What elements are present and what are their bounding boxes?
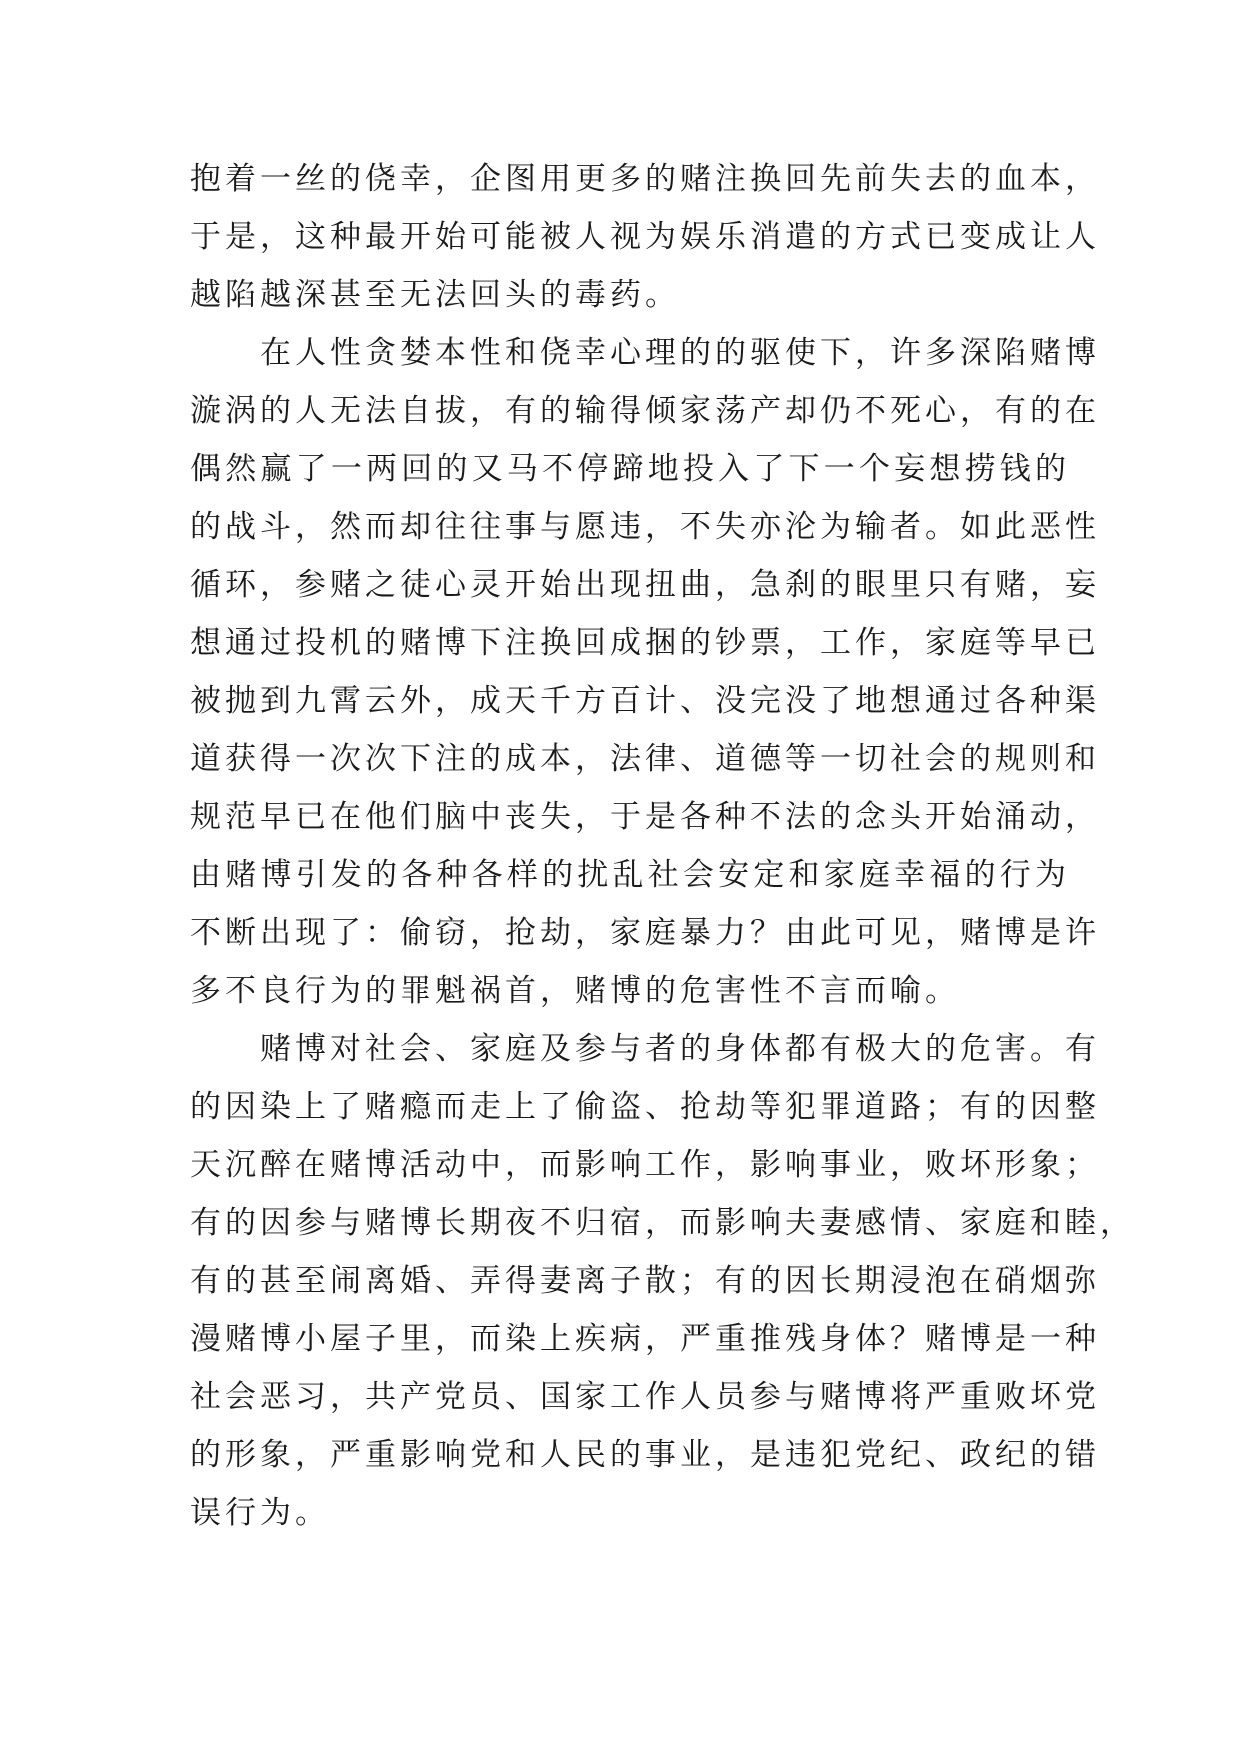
- text-line: 于是，这种最开始可能被人视为娱乐消遣的方式已变成让人: [190, 219, 1100, 255]
- text-line: 有的甚至闹离婚、弄得妻离子散；有的因长期浸泡在硝烟弥: [190, 1263, 1100, 1299]
- text-line: 被抛到九霄云外，成天千方百计、没完没了地想通过各种渠: [190, 683, 1100, 719]
- paragraph-2: [190, 324, 1100, 1020]
- text-line: 想通过投机的赌博下注换回成捆的钞票，工作，家庭等早已: [190, 625, 1100, 661]
- text-line: 的形象，严重影响党和人民的事业，是违犯党纪、政纪的错: [190, 1437, 1100, 1473]
- paragraph-3: [190, 1020, 1135, 1542]
- text-line: 的战斗，然而却往往事与愿违，不失亦沦为输者。如此恶性: [190, 509, 1100, 545]
- text-line: 误行为。: [190, 1495, 330, 1531]
- text-line: 多不良行为的罪魁祸首，赌博的危害性不言而喻。: [190, 973, 960, 1009]
- text-line: 道获得一次次下注的成本，法律、道德等一切社会的规则和: [190, 741, 1100, 777]
- text-line: 天沉醉在赌博活动中，而影响工作，影响事业，败坏形象；: [190, 1147, 1100, 1183]
- document-body: [190, 150, 1135, 1542]
- text-line: 偶然赢了一两回的又马不停蹄地投入了下一个妄想捞钱的: [190, 451, 1070, 487]
- text-line: 由赌博引发的各种各样的扰乱社会安定和家庭幸福的行为: [190, 857, 1070, 893]
- text-line: 抱着一丝的侥幸，企图用更多的赌注换回先前失去的血本，: [190, 161, 1100, 197]
- text-line: 社会恶习，共产党员、国家工作人员参与赌博将严重败坏党: [190, 1379, 1100, 1415]
- text-line: 越陷越深甚至无法回头的毒药。: [190, 277, 680, 313]
- text-line: 循环，参赌之徒心灵开始出现扭曲，急刹的眼里只有赌，妄: [190, 567, 1100, 603]
- text-line: 有的因参与赌博长期夜不归宿，而影响夫妻感情、家庭和睦，: [190, 1205, 1135, 1241]
- text-line: 在人性贪婪本性和侥幸心理的的驱使下，许多深陷赌博: [260, 335, 1100, 371]
- text-line: 漩涡的人无法自拔，有的输得倾家荡产却仍不死心，有的在: [190, 393, 1100, 429]
- paragraph-1: [190, 150, 1100, 324]
- text-line: 漫赌博小屋子里，而染上疾病，严重推残身体？赌博是一种: [190, 1321, 1100, 1357]
- text-line: 规范早已在他们脑中丧失，于是各种不法的念头开始涌动，: [190, 799, 1100, 835]
- text-line: 赌博对社会、家庭及参与者的身体都有极大的危害。有: [260, 1031, 1100, 1067]
- text-line: 不断出现了：偷窃，抢劫，家庭暴力？由此可见，赌博是许: [190, 915, 1100, 951]
- text-line: 的因染上了赌瘾而走上了偷盗、抢劫等犯罪道路；有的因整: [190, 1089, 1100, 1125]
